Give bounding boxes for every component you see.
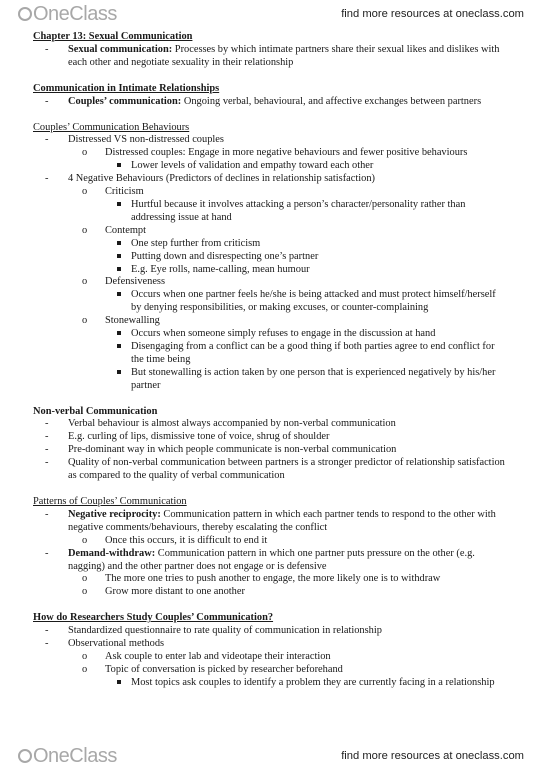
circle-marker: o	[82, 663, 88, 675]
dash-marker: -	[45, 457, 49, 469]
circle-marker: o	[82, 315, 88, 327]
list-item: Occurs when one partner feels he/she is being attacked and must protect himself/herself by denying responsibilities, or making excuses, or counter-complaining	[33, 289, 508, 315]
list-item: E.g. Eye rolls, name-calling, mean humour	[33, 264, 508, 277]
definition: Communication pattern in which one partner puts pressure on the other (e.g. nagging) and the other partner does not engage or is defensive	[68, 547, 475, 572]
circle-marker: o	[82, 650, 88, 662]
list-item: o Stonewalling	[33, 315, 508, 328]
logo-wordmark: OneClass	[18, 749, 117, 763]
header-tagline-link[interactable]: find more resources at oneclass.com	[341, 8, 524, 20]
circle-marker: o	[82, 276, 88, 288]
definition: Communication pattern in which each partner tends to respond to the other with negative comments/behaviours, thereby escalating the conflict	[68, 508, 496, 533]
section-heading: Patterns of Couples’ Communication	[33, 496, 187, 507]
logo-ring-icon	[18, 749, 32, 763]
section-heading: Non-verbal Communication	[33, 405, 158, 417]
list-item: o Once this occurs, it is difficult to end it	[33, 535, 508, 548]
dash-marker: -	[45, 95, 49, 107]
document-body	[33, 31, 508, 690]
logo-ring-icon	[18, 7, 32, 21]
list-item: o Contempt	[33, 225, 508, 238]
square-bullet-icon	[117, 241, 121, 245]
circle-marker: o	[82, 534, 88, 546]
dash-marker: -	[45, 431, 49, 443]
square-bullet-icon	[117, 292, 121, 296]
list-item: - E.g. curling of lips, dismissive tone of voice, shrug of shoulder	[33, 431, 508, 444]
list-item	[33, 96, 508, 109]
list-item: - Pre-dominant way in which people communicate is non-verbal communication	[33, 444, 508, 457]
dash-marker: -	[45, 418, 49, 430]
list-item	[33, 44, 508, 70]
list-item: o The more one tries to push another to engage, the more likely one is to withdraw	[33, 573, 508, 586]
list-item: Occurs when someone simply refuses to engage in the discussion at hand	[33, 328, 508, 341]
list-item: - Quality of non-verbal communication between partners is a stronger predictor of relationship satisfaction as compared to the quality of verbal communication	[33, 457, 508, 483]
circle-marker: o	[82, 186, 88, 198]
page-header	[0, 0, 544, 28]
oneclass-logo[interactable]	[18, 745, 117, 767]
chapter-title: Chapter 13: Sexual Communication	[33, 31, 193, 42]
logo-wordmark: OneClass	[18, 7, 117, 21]
list-item: o Topic of conversation is picked by researcher beforehand	[33, 664, 508, 677]
list-item: - 4 Negative Behaviours (Predictors of declines in relationship satisfaction)	[33, 173, 508, 186]
list-item: Hurtful because it involves attacking a person’s character/personality rather than addressing issue at hand	[33, 199, 508, 225]
list-item: One step further from criticism	[33, 238, 508, 251]
term: Demand-withdraw:	[68, 547, 156, 559]
list-item: Putting down and disrespecting one’s partner	[33, 251, 508, 264]
definition: Processes by which intimate partners share their sexual likes and dislikes with each other and negotiate sexuality in their relationship	[68, 43, 500, 68]
square-bullet-icon	[117, 267, 121, 271]
dash-marker: -	[45, 547, 49, 559]
square-bullet-icon	[117, 680, 121, 684]
list-item: o Grow more distant to one another	[33, 586, 508, 599]
list-item: o Ask couple to enter lab and videotape their interaction	[33, 651, 508, 664]
term: Negative reciprocity:	[68, 508, 161, 520]
section-heading: Communication in Intimate Relationships	[33, 82, 220, 94]
list-item: - Verbal behaviour is almost always accompanied by non-verbal communication	[33, 418, 508, 431]
circle-marker: o	[82, 586, 88, 598]
square-bullet-icon	[117, 331, 121, 335]
dash-marker: -	[45, 508, 49, 520]
square-bullet-icon	[117, 344, 121, 348]
list-item	[33, 509, 508, 535]
dash-marker: -	[45, 638, 49, 650]
dash-marker: -	[45, 134, 49, 146]
dash-marker: -	[45, 173, 49, 185]
list-item: Most topics ask couples to identify a problem they are currently facing in a relationship	[33, 677, 508, 690]
list-item	[33, 548, 508, 574]
square-bullet-icon	[117, 370, 121, 374]
list-item: - Standardized questionnaire to rate quality of communication in relationship	[33, 625, 508, 638]
section-heading: Couples’ Communication Behaviours	[33, 121, 190, 133]
list-item: But stonewalling is action taken by one person that is experienced negatively by his/her partner	[33, 367, 508, 393]
square-bullet-icon	[117, 202, 121, 206]
square-bullet-icon	[117, 254, 121, 258]
list-item: o Defensiveness	[33, 276, 508, 289]
term: Sexual communication:	[68, 43, 173, 55]
circle-marker: o	[82, 224, 88, 236]
footer-tagline-link[interactable]: find more resources at oneclass.com	[341, 750, 524, 762]
dash-marker: -	[45, 444, 49, 456]
circle-marker: o	[82, 573, 88, 585]
oneclass-logo[interactable]	[18, 3, 117, 25]
list-item: - Observational methods	[33, 638, 508, 651]
list-item: Lower levels of validation and empathy toward each other	[33, 160, 508, 173]
list-item: - Distressed VS non-distressed couples	[33, 134, 508, 147]
section-heading: How do Researchers Study Couples’ Communication?	[33, 612, 274, 624]
definition: Ongoing verbal, behavioural, and affective exchanges between partners	[181, 95, 482, 107]
dash-marker: -	[45, 625, 49, 637]
square-bullet-icon	[117, 163, 121, 167]
term: Couples’ communication:	[68, 95, 182, 107]
circle-marker: o	[82, 147, 88, 159]
list-item: o Distressed couples: Engage in more negative behaviours and fewer positive behaviours	[33, 147, 508, 160]
page-footer	[0, 742, 544, 770]
list-item: o Criticism	[33, 186, 508, 199]
dash-marker: -	[45, 43, 49, 55]
list-item: Disengaging from a conflict can be a good thing if both parties agree to end conflict for the time being	[33, 341, 508, 367]
